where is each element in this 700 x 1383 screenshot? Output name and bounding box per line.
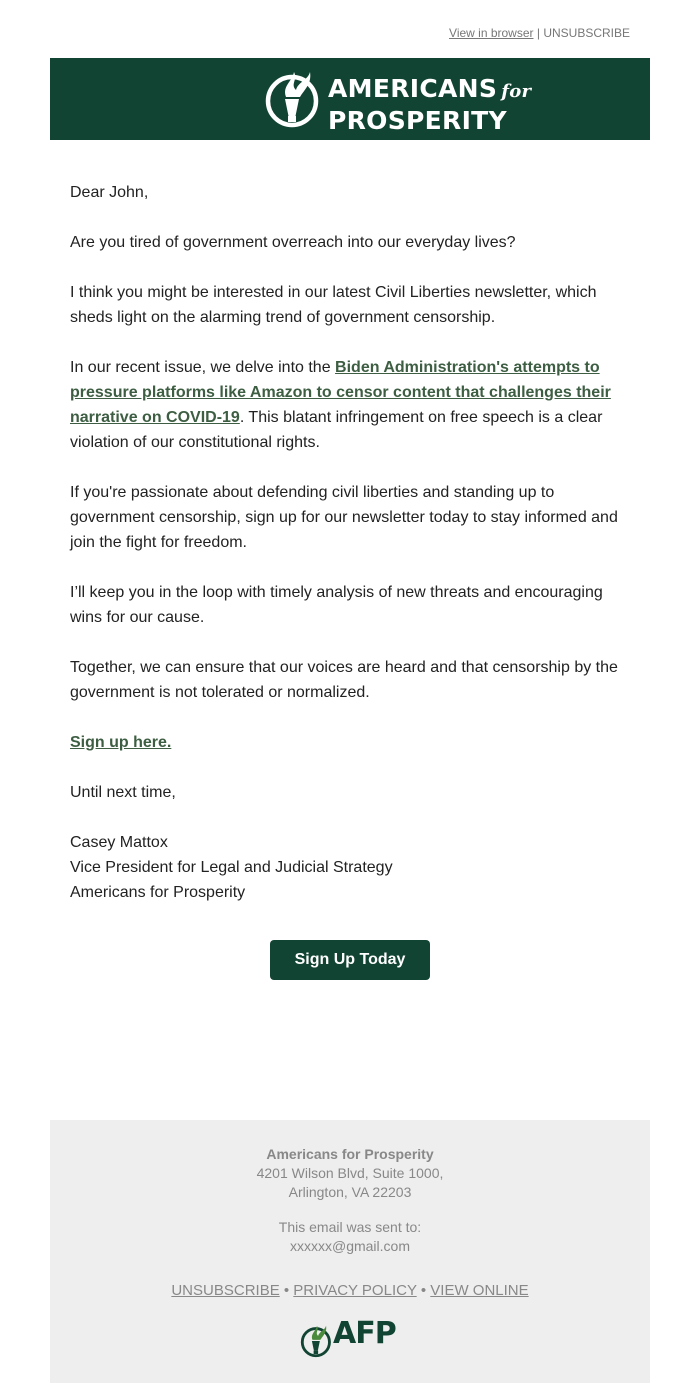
paragraph-3	[70, 355, 630, 455]
top-links	[449, 26, 630, 40]
sign-up-link[interactable]: Sign up here.	[70, 734, 172, 751]
topbar-unsubscribe-link[interactable]: UNSUBSCRIBE	[543, 26, 630, 40]
paragraph-6: Together, we can ensure that our voices are heard and that censorship by the government is not tolerated or normalized.	[70, 659, 618, 701]
footer-org-name: Americans for Prosperity	[266, 1146, 434, 1162]
greeting: Dear John,	[70, 184, 149, 201]
footer-sent-to-label: This email was sent to:	[278, 1219, 422, 1235]
view-in-browser-link[interactable]: View in browser	[449, 26, 534, 40]
topbar-separator: |	[533, 26, 544, 40]
paragraph-1: Are you tired of government overreach into our everyday lives?	[70, 234, 516, 251]
paragraph-4: If you're passionate about defending civil liberties and standing up to government censorship, sign up for our newsletter today to stay informed and join the fight for freedom.	[70, 484, 618, 551]
email-header	[50, 58, 650, 140]
paragraph-2: I think you might be interested in our latest Civil Liberties newsletter, which sheds light on the alarming trend of government censorship.	[70, 284, 597, 326]
footer-torch-icon	[300, 1323, 334, 1359]
afp-logo	[264, 68, 554, 135]
logo-wordmark	[328, 74, 531, 135]
logo-line2: PROSPERITY	[328, 106, 507, 135]
logo-line1: AMERICANS	[328, 74, 498, 103]
footer-afp-logo	[300, 1316, 404, 1360]
paragraph-3-after: . This blatant infringement on free speech is a clear violation of our constitutional rights.	[70, 409, 603, 451]
closing: Until next time,	[70, 784, 176, 801]
paragraph-5: I’ll keep you in the loop with timely analysis of new threats and encouraging wins for our cause.	[70, 584, 603, 626]
footer-view-online-link[interactable]: VIEW ONLINE	[430, 1282, 529, 1299]
footer-links	[50, 1281, 650, 1300]
signature-title: Vice President for Legal and Judicial Strategy	[70, 859, 393, 876]
logo-for: for	[501, 81, 532, 102]
footer-address-line2: Arlington, VA 22203	[288, 1184, 412, 1200]
footer-privacy-link[interactable]: PRIVACY POLICY	[293, 1282, 417, 1299]
footer-bullet-1: •	[279, 1282, 294, 1299]
paragraph-3-before: In our recent issue, we delve into the	[70, 359, 336, 376]
signature	[70, 830, 630, 905]
signature-name: Casey Mattox	[70, 834, 168, 851]
torch-icon	[264, 68, 324, 130]
email-body	[70, 180, 630, 930]
article-link[interactable]: Biden Administration's attempts to pressure platforms like Amazon to censor content that challenges their narrative on COVID-19	[70, 359, 611, 426]
email-footer	[50, 1120, 650, 1383]
footer-address-line1: 4201 Wilson Blvd, Suite 1000,	[256, 1165, 444, 1181]
signup-paragraph	[70, 730, 630, 755]
footer-unsubscribe-link[interactable]: UNSUBSCRIBE	[171, 1282, 280, 1299]
signature-org: Americans for Prosperity	[70, 884, 246, 901]
footer-logo-text: AFP	[333, 1316, 396, 1351]
footer-email: xxxxxx@gmail.com	[289, 1238, 410, 1254]
footer-bullet-2: •	[416, 1282, 431, 1299]
sign-up-today-button[interactable]: Sign Up Today	[270, 940, 430, 980]
